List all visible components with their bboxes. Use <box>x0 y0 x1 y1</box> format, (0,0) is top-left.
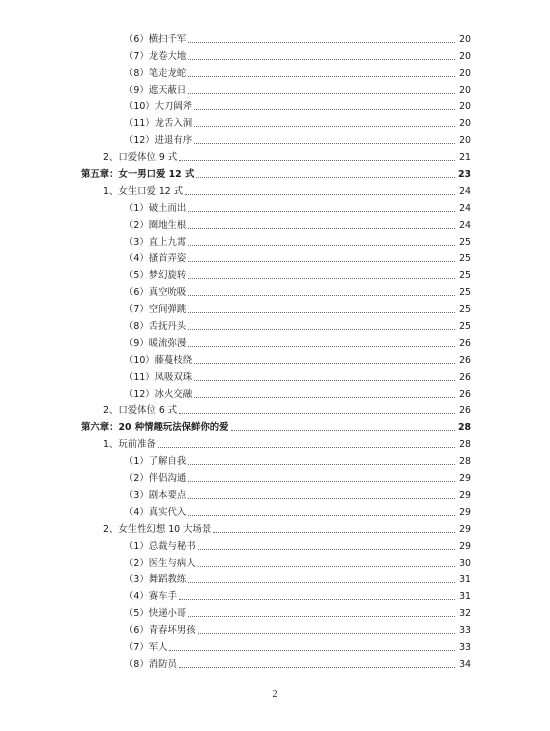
toc-entry-title: （6）青春坏男孩 <box>124 625 196 637</box>
toc-subsection-entry[interactable] <box>0 333 550 350</box>
toc-entry-page: 29 <box>459 489 471 501</box>
toc-entry-title: 第五章：女一男口爱 12 式 <box>81 169 195 181</box>
toc-entry-title: （7）龙卷大地 <box>124 50 187 62</box>
dot-leader <box>194 142 455 144</box>
toc-entry-title: （3）舞蹈教练 <box>124 574 187 586</box>
dot-leader <box>196 176 455 178</box>
toc-entry-title: （8）笔走龙蛇 <box>124 67 187 79</box>
toc-entry-page: 26 <box>459 405 471 417</box>
toc-entry-page: 25 <box>459 304 471 316</box>
dot-leader <box>188 514 455 516</box>
toc-entry-title: （2）伴侣沟通 <box>124 473 187 485</box>
toc-subsection-entry[interactable] <box>0 46 550 63</box>
toc-entry-title: （9）遮天蔽日 <box>124 84 187 96</box>
toc-chapter-entry[interactable] <box>0 417 550 434</box>
toc-entry-title: 2、口爱体位 6 式 <box>103 405 178 417</box>
toc-entry-page: 26 <box>459 337 471 349</box>
toc-entry-title: （10）藤蔓枝绕 <box>124 354 193 366</box>
toc-entry-page: 28 <box>457 422 471 434</box>
toc-entry-title: （11）凤吸双珠 <box>124 371 193 383</box>
toc-subsection-entry[interactable] <box>0 249 550 266</box>
toc-subsection-entry[interactable] <box>0 468 550 485</box>
toc-entry-page: 33 <box>459 641 471 653</box>
toc-entry-title: 1、女生口爱 12 式 <box>103 185 184 197</box>
toc-subsection-entry[interactable] <box>0 485 550 502</box>
dot-leader <box>194 362 455 364</box>
toc-subsection-entry[interactable] <box>0 97 550 114</box>
toc-subsection-entry[interactable] <box>0 316 550 333</box>
toc-entry-title: 1、玩前准备 <box>103 439 156 451</box>
toc-entry-page: 31 <box>459 574 471 586</box>
toc-entry-page: 29 <box>459 506 471 518</box>
dot-leader <box>188 210 455 212</box>
dot-leader <box>179 412 455 414</box>
toc-subsection-entry[interactable] <box>0 80 550 97</box>
dot-leader <box>188 581 455 583</box>
toc-entry-page: 21 <box>459 152 471 164</box>
dot-leader <box>188 227 455 229</box>
toc-entry-title: （1）总裁与秘书 <box>124 540 196 552</box>
toc-entry-page: 30 <box>459 557 471 569</box>
toc-subsection-entry[interactable] <box>0 654 550 671</box>
toc-entry-page: 32 <box>459 608 471 620</box>
toc-subsection-entry[interactable] <box>0 384 550 401</box>
dot-leader <box>188 480 455 482</box>
toc-entry-title: （7）军人 <box>124 641 168 653</box>
toc-entry-page: 25 <box>459 287 471 299</box>
dot-leader <box>188 244 455 246</box>
toc-entry-title: （11）龙舌入洞 <box>124 118 193 130</box>
toc-entry-page: 25 <box>459 253 471 265</box>
dot-leader <box>188 463 455 465</box>
toc-entry-title: （2）圈地生根 <box>124 219 187 231</box>
toc-entry-title: （1）破土而出 <box>124 202 187 214</box>
toc-subsection-entry[interactable] <box>0 265 550 282</box>
toc-entry-page: 28 <box>459 456 471 468</box>
dot-leader <box>231 429 455 431</box>
toc-entry-page: 24 <box>459 219 471 231</box>
dot-leader <box>188 615 455 617</box>
toc-entry-title: （9）暖流弥漫 <box>124 337 187 349</box>
toc-entry-page: 25 <box>459 321 471 333</box>
toc-subsection-entry[interactable] <box>0 215 550 232</box>
toc-entry-page: 26 <box>459 388 471 400</box>
toc-entry-title: （7）空间弹跳 <box>124 304 187 316</box>
toc-subsection-entry[interactable] <box>0 620 550 637</box>
toc-entry-page: 26 <box>459 354 471 366</box>
toc-subsection-entry[interactable] <box>0 536 550 553</box>
dot-leader <box>158 446 455 448</box>
toc-subsection-entry[interactable] <box>0 586 550 603</box>
toc-entry-page: 34 <box>459 658 471 670</box>
toc-entry-page: 20 <box>459 84 471 96</box>
toc-entry-title: 第六章：20 种情趣玩法保鲜你的爱 <box>81 422 229 434</box>
dot-leader <box>185 193 455 195</box>
toc-entry-title: （8）舌抚丹头 <box>124 321 187 333</box>
dot-leader <box>188 75 455 77</box>
toc-entry-page: 28 <box>459 439 471 451</box>
dot-leader <box>179 159 455 161</box>
dot-leader <box>188 345 455 347</box>
toc-entry-title: （10）大刀阔斧 <box>124 101 193 113</box>
toc-subsection-entry[interactable] <box>0 299 550 316</box>
toc-entry-title: （1）了解自我 <box>124 456 187 468</box>
toc-entry-title: （3）剧本要点 <box>124 489 187 501</box>
toc-entry-page: 25 <box>459 236 471 248</box>
toc-subsection-entry[interactable] <box>0 350 550 367</box>
toc-subsection-entry[interactable] <box>0 451 550 468</box>
dot-leader <box>179 598 455 600</box>
toc-entry-title: （12）进退有序 <box>124 135 193 147</box>
toc-entry-page: 20 <box>459 67 471 79</box>
toc-subsection-entry[interactable] <box>0 29 550 46</box>
toc-entry-title: （6）横扫千军 <box>124 33 187 45</box>
toc-entry-page: 20 <box>459 135 471 147</box>
dot-leader <box>194 108 455 110</box>
dot-leader <box>194 125 455 127</box>
toc-section-entry[interactable] <box>0 181 550 198</box>
page-number: 2 <box>272 689 278 700</box>
toc-section-entry[interactable] <box>0 147 550 164</box>
toc-entry-page: 24 <box>459 202 471 214</box>
table-of-contents <box>0 29 550 671</box>
toc-entry-title: （5）梦幻旋转 <box>124 270 187 282</box>
toc-subsection-entry[interactable] <box>0 198 550 215</box>
dot-leader <box>179 666 455 668</box>
dot-leader <box>188 260 455 262</box>
toc-chapter-entry[interactable] <box>0 164 550 181</box>
dot-leader <box>188 92 455 94</box>
toc-entry-title: （2）医生与病人 <box>124 557 196 569</box>
dot-leader <box>188 41 455 43</box>
dot-leader <box>188 277 455 279</box>
dot-leader <box>198 632 455 634</box>
toc-entry-title: （4）搔首弄姿 <box>124 253 187 265</box>
toc-subsection-entry[interactable] <box>0 637 550 654</box>
toc-section-entry[interactable] <box>0 434 550 451</box>
toc-subsection-entry[interactable] <box>0 63 550 80</box>
toc-entry-title: 2、口爱体位 9 式 <box>103 152 178 164</box>
toc-section-entry[interactable] <box>0 519 550 536</box>
toc-entry-page: 23 <box>457 169 471 181</box>
toc-entry-page: 20 <box>459 33 471 45</box>
dot-leader <box>198 565 455 567</box>
toc-subsection-entry[interactable] <box>0 232 550 249</box>
toc-entry-title: （4）真实代入 <box>124 506 187 518</box>
toc-subsection-entry[interactable] <box>0 282 550 299</box>
toc-subsection-entry[interactable] <box>0 130 550 147</box>
dot-leader <box>198 548 455 550</box>
toc-entry-page: 20 <box>459 118 471 130</box>
toc-entry-page: 25 <box>459 270 471 282</box>
toc-entry-title: （8）消防员 <box>124 658 177 670</box>
toc-entry-title: 2、女生性幻想 10 大场景 <box>103 523 212 535</box>
toc-entry-title: （3）直上九霄 <box>124 236 187 248</box>
toc-subsection-entry[interactable] <box>0 113 550 130</box>
toc-section-entry[interactable] <box>0 401 550 418</box>
dot-leader <box>194 379 455 381</box>
dot-leader <box>213 531 455 533</box>
toc-entry-page: 33 <box>459 625 471 637</box>
dot-leader <box>188 294 455 296</box>
toc-subsection-entry[interactable] <box>0 603 550 620</box>
toc-entry-page: 24 <box>459 185 471 197</box>
toc-entry-title: （4）赛车手 <box>124 591 177 603</box>
toc-entry-page: 29 <box>459 540 471 552</box>
dot-leader <box>188 58 455 60</box>
toc-entry-page: 26 <box>459 371 471 383</box>
toc-entry-title: （5）快递小哥 <box>124 608 187 620</box>
toc-entry-title: （12）冰火交融 <box>124 388 193 400</box>
toc-subsection-entry[interactable] <box>0 570 550 587</box>
dot-leader <box>188 311 455 313</box>
dot-leader <box>188 497 455 499</box>
toc-entry-page: 31 <box>459 591 471 603</box>
dot-leader <box>188 328 455 330</box>
toc-entry-title: （6）真空吮吸 <box>124 287 187 299</box>
toc-subsection-entry[interactable] <box>0 502 550 519</box>
dot-leader <box>194 396 455 398</box>
toc-entry-page: 29 <box>459 523 471 535</box>
toc-entry-page: 20 <box>459 101 471 113</box>
toc-entry-page: 20 <box>459 50 471 62</box>
dot-leader <box>169 649 455 651</box>
toc-subsection-entry[interactable] <box>0 367 550 384</box>
toc-subsection-entry[interactable] <box>0 553 550 570</box>
toc-entry-page: 29 <box>459 473 471 485</box>
